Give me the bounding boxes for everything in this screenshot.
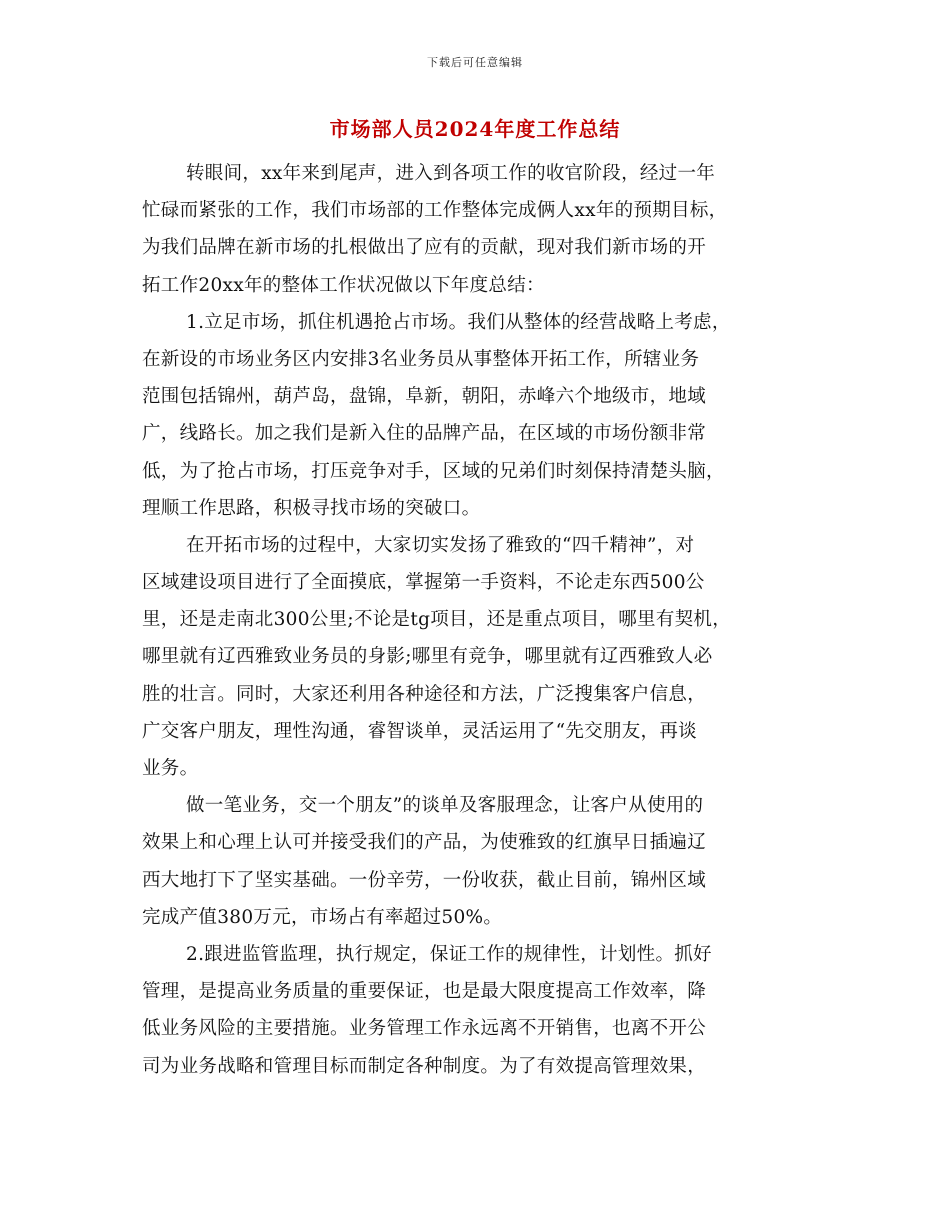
paragraph-line: 低业务风险的主要措施。业务管理工作永远离不开销售，也离不开公 [142,1018,707,1040]
paragraph-line: 为我们品牌在新市场的扎根做出了应有的贡献，现对我们新市场的开 [142,237,707,259]
paragraph-line: 区域建设项目进行了全面摸底，掌握第一手资料，不论走东西500公 [142,572,705,594]
paragraph-line: 在开拓市场的过程中，大家切实发扬了雅致的“四千精神”，对 [186,534,695,556]
paragraph-line: 管理，是提高业务质量的重要保证，也是最大限度提高工作效率，降 [142,981,707,1003]
paragraph-line: 西大地打下了坚实基础。一份辛劳，一份收获，截止目前，锦州区域 [142,869,707,891]
paragraph-line: 拓工作20xx年的整体工作状况做以下年度总结： [142,274,545,296]
paragraph-line: 效果上和心理上认可并接受我们的产品，为使雅致的红旗早日插遍辽 [142,832,707,854]
paragraph-line: 完成产值380万元，市场占有率超过50%。 [142,906,503,928]
paragraph-line: 业务。 [142,758,199,779]
paragraph-line: 胜的壮言。同时，大家还利用各种途径和方法，广泛搜集客户信息， [142,683,707,705]
document-title: 市场部人员2024年度工作总结 [329,117,621,141]
paragraph-line: 里，还是走南北300公里;不论是tg项目，还是重点项目，哪里有契机， [142,609,732,631]
document-body [142,155,822,1085]
paragraph-line: 司为业务战略和管理目标而制定各种制度。为了有效提高管理效果， [142,1055,707,1077]
paragraph-line: 转眼间，xx年来到尾声，进入到各项工作的收官阶段，经过一年 [186,163,716,184]
paragraph-line: 做一笔业务，交一个朋友”的谈单及客服理念，让客户从使用的 [186,795,704,817]
paragraph-line: 哪里就有辽西雅致业务员的身影;哪里有竞争，哪里就有辽西雅致人必 [142,646,713,668]
paragraph-line: 低，为了抢占市场，打压竞争对手，区域的兄弟们时刻保持清楚头脑， [142,460,725,482]
paragraph-line: 1.立足市场，抓住机遇抢占市场。我们从整体的经营战略上考虑， [186,311,731,333]
paragraph-line: 广交客户朋友，理性沟通，睿智谈单，灵活运用了“先交朋友，再谈 [142,720,697,742]
header-note: 下载后可任意编辑 [427,56,523,69]
paragraph-line: 广，线路长。加之我们是新入住的品牌产品，在区域的市场份额非常 [142,423,707,445]
paragraph-line: 范围包括锦州，葫芦岛，盘锦，阜新，朝阳，赤峰六个地级市，地域 [142,386,707,408]
paragraph-line: 忙碌而紧张的工作，我们市场部的工作整体完成俩人xx年的预期目标， [142,200,728,222]
paragraph-line: 2.跟进监管监理，执行规定，保证工作的规律性，计划性。抓好 [186,943,712,965]
paragraph-line: 理顺工作思路，积极寻找市场的突破口。 [142,497,481,519]
paragraph-line: 在新设的市场业务区内安排3名业务员从事整体开拓工作，所辖业务 [142,348,700,370]
